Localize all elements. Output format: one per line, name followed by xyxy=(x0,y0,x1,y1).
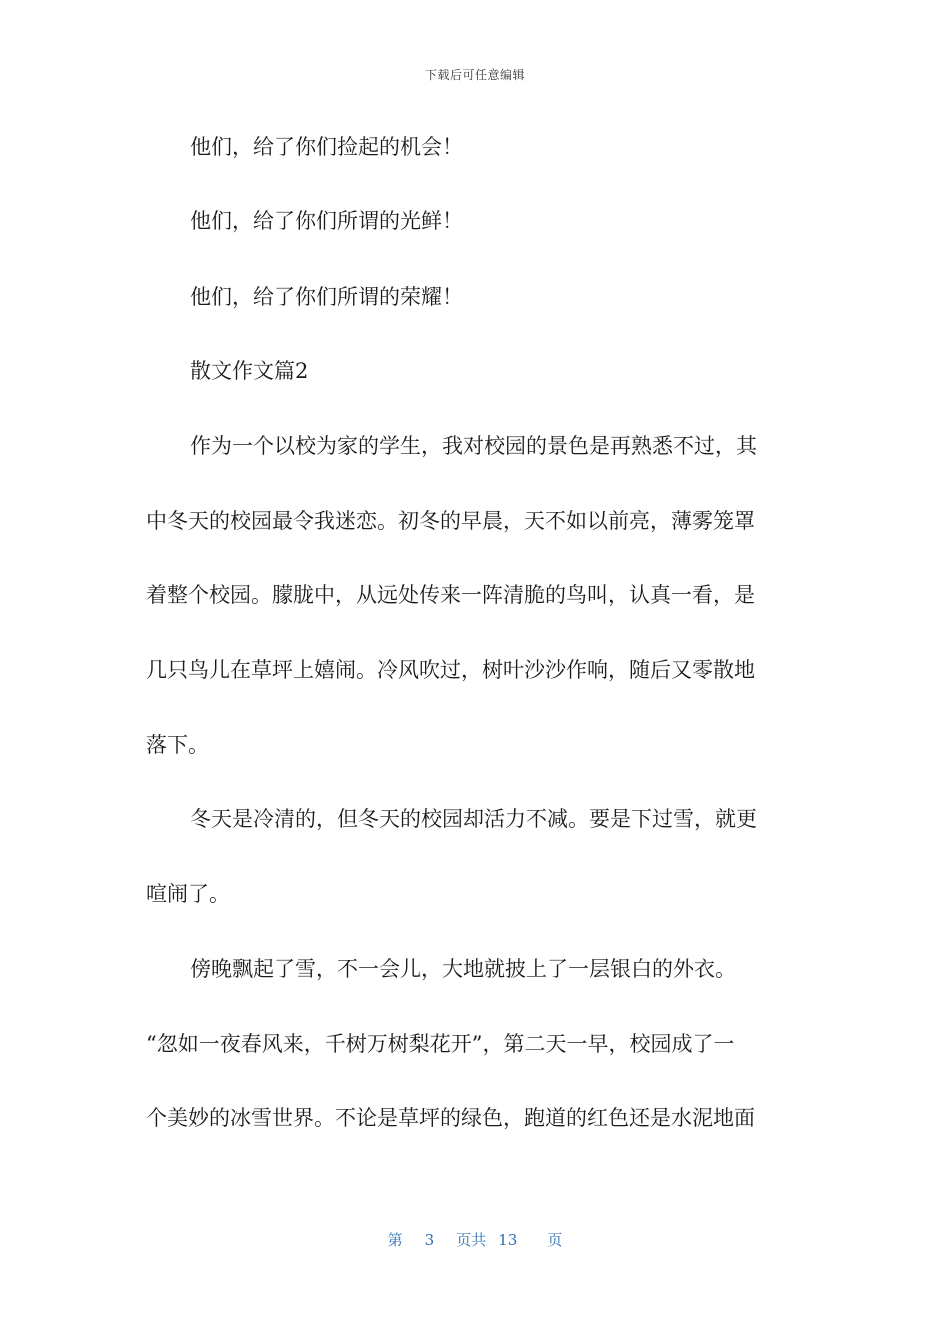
footer-di: 第 xyxy=(387,1231,403,1249)
footer-ye-gong: 页共 xyxy=(456,1231,487,1249)
text-line: 喧闹了。 xyxy=(146,882,230,906)
text-line: 落下。 xyxy=(146,733,209,757)
text-line: 作为一个以校为家的学生，我对校园的景色是再熟悉不过，其 xyxy=(190,434,757,458)
footer-ye: 页 xyxy=(547,1231,563,1249)
page-footer xyxy=(0,1229,950,1250)
section-heading: 散文作文篇2 xyxy=(190,359,309,383)
text-line: 他们，给了你们捡起的机会！ xyxy=(190,135,463,159)
text-line: 冬天是冷清的，但冬天的校园却活力不减。要是下过雪，就更 xyxy=(190,807,757,831)
text-line: 中冬天的校园最令我迷恋。初冬的早晨，天不如以前亮，薄雾笼罩 xyxy=(146,509,755,533)
text-line: 他们，给了你们所谓的光鲜！ xyxy=(190,209,463,233)
text-line: 着整个校园。朦胧中，从远处传来一阵清脆的鸟叫，认真一看，是 xyxy=(146,583,755,607)
text-line: 个美妙的冰雪世界。不论是草坪的绿色，跑道的红色还是水泥地面 xyxy=(146,1106,755,1130)
current-page-number: 3 xyxy=(424,1231,435,1249)
text-line: “忽如一夜春风来，千树万树梨花开”，第二天一早，校园成了一 xyxy=(146,1032,735,1056)
text-line: 傍晚飘起了雪，不一会儿，大地就披上了一层银白的外衣。 xyxy=(190,957,736,981)
total-page-number: 13 xyxy=(498,1231,518,1249)
page-header: 下载后可任意编辑 xyxy=(424,68,525,82)
text-line: 他们，给了你们所谓的荣耀！ xyxy=(190,285,463,309)
text-line: 几只鸟儿在草坪上嬉闹。冷风吹过，树叶沙沙作响，随后又零散地 xyxy=(146,658,755,682)
